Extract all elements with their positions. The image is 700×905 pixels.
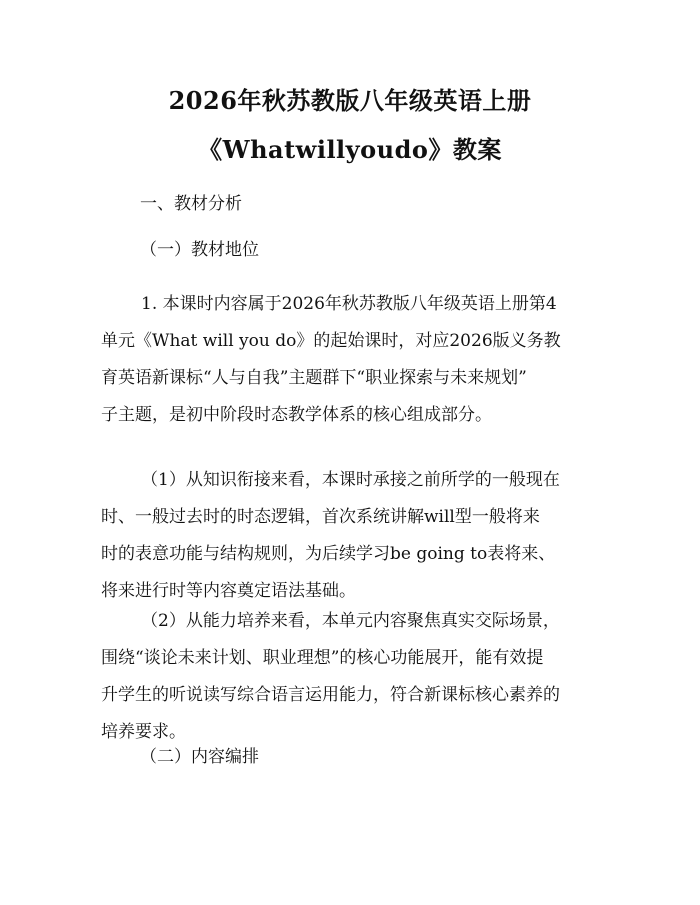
document-title-line-2: 《Whatwillyoudo》教案 [198, 135, 502, 164]
paragraph-line: 培养要求。 [101, 722, 186, 742]
paragraph-line: （2）从能力培养来看，本单元内容聚焦真实交际场景， [141, 611, 560, 631]
paragraph-ability-training [101, 603, 601, 751]
paragraph-line: （1）从知识衔接来看，本课时承接之前所学的一般现在 [141, 470, 560, 490]
paragraph-line: 时、一般过去时的时态逻辑，首次系统讲解will型一般将来 [101, 507, 540, 527]
paragraph-knowledge-connection [101, 462, 601, 610]
subsection-heading-textbook-position: （一）教材地位 [140, 240, 259, 260]
subsection-heading-content-arrangement: （二）内容编排 [140, 747, 259, 767]
paragraph-line: 围绕“谈论未来计划、职业理想”的核心功能展开，能有效提 [101, 648, 544, 668]
section-heading-textbook-analysis: 一、教材分析 [140, 194, 242, 214]
paragraph-course-position [101, 286, 601, 434]
paragraph-line: 将来进行时等内容奠定语法基础。 [101, 581, 356, 601]
paragraph-line: 单元《What will you do》的起始课时，对应2026版义务教 [101, 331, 561, 351]
document-title-line-1: 2026年秋苏教版八年级英语上册 [168, 86, 532, 115]
paragraph-line: 升学生的听说读写综合语言运用能力，符合新课标核心素养的 [101, 685, 560, 705]
paragraph-line: 时的表意功能与结构规则，为后续学习be going to表将来、 [101, 544, 556, 564]
paragraph-line: 育英语新课标“人与自我”主题群下“职业探索与未来规划” [101, 368, 527, 388]
paragraph-line: 子主题，是初中阶段时态教学体系的核心组成部分。 [101, 405, 492, 425]
paragraph-line: 1. 本课时内容属于2026年秋苏教版八年级英语上册第4 [141, 294, 557, 314]
